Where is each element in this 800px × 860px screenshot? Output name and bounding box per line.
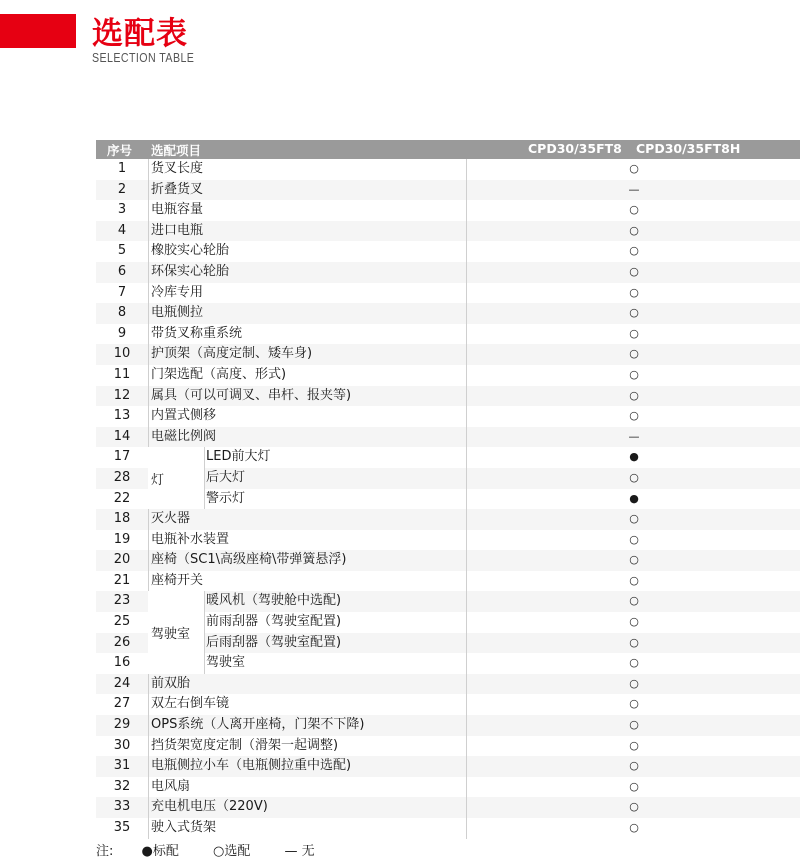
row-value: ○: [466, 159, 800, 180]
row-number: 24: [96, 674, 149, 695]
table-row: [96, 200, 800, 221]
row-item: 电瓶补水装置: [151, 531, 230, 547]
header-red-block: [0, 14, 76, 48]
table-row: [96, 571, 800, 592]
table-row: [96, 736, 800, 757]
row-value: ○: [466, 797, 800, 818]
row-number: 25: [96, 612, 149, 633]
row-value: ○: [466, 468, 800, 489]
row-item: 环保实心轮胎: [151, 263, 230, 279]
table-row: [96, 324, 800, 345]
row-value: —: [466, 180, 800, 201]
rows-section-a: [96, 159, 800, 447]
row-item: 带货叉称重系统: [151, 325, 243, 341]
row-number: 9: [96, 324, 149, 345]
rows-section-b: [96, 509, 800, 591]
row-value: ○: [466, 344, 800, 365]
row-number: 17: [96, 447, 149, 468]
row-number: 7: [96, 283, 149, 304]
note-label: 注:: [96, 844, 114, 859]
row-value: ○: [466, 365, 800, 386]
row-item: 座椅（SC1\高级座椅\带弹簧悬浮): [151, 552, 347, 568]
row-value: ○: [466, 386, 800, 407]
note-standard: ●标配: [141, 844, 179, 859]
row-item: 座椅开关: [151, 572, 204, 588]
row-number: 35: [96, 818, 149, 839]
row-number: 20: [96, 550, 149, 571]
row-value: ○: [466, 283, 800, 304]
table-row: [96, 797, 800, 818]
row-item: 进口电瓶: [151, 222, 204, 238]
page-subtitle: SELECTION TABLE: [92, 50, 195, 65]
row-item: 驶入式货架: [151, 820, 217, 835]
row-item: 双左右倒车镜: [151, 696, 230, 712]
row-number: 31: [96, 756, 149, 777]
row-number: 28: [96, 468, 149, 489]
row-item: 驾驶室: [206, 655, 246, 671]
table-row: [96, 530, 800, 551]
row-value: ○: [466, 571, 800, 592]
row-number: 33: [96, 797, 149, 818]
row-number: 1: [96, 159, 149, 180]
table-row: [96, 386, 800, 407]
row-value: ○: [466, 303, 800, 324]
group-light: [96, 447, 800, 509]
row-number: 19: [96, 530, 149, 551]
table-row: [96, 818, 800, 839]
row-value: ○: [466, 694, 800, 715]
row-number: 12: [96, 386, 149, 407]
selection-table: [96, 140, 800, 839]
row-value: ○: [466, 715, 800, 736]
row-number: 18: [96, 509, 149, 530]
row-item: 前双胎: [151, 675, 191, 691]
page-title: 选配表: [92, 16, 188, 52]
row-item: OPS系统（人离开座椅，门架不下降): [151, 717, 365, 733]
note-optional: ○选配: [213, 844, 251, 859]
table-row: [96, 674, 800, 695]
group-cab: [96, 591, 800, 673]
row-value: ●: [466, 489, 800, 510]
table-row: [96, 180, 800, 201]
header-item: 选配项目: [151, 143, 202, 158]
row-number: 14: [96, 427, 149, 448]
table-row: [96, 303, 800, 324]
row-item: 挡货架宽度定制（滑架一起调整): [151, 737, 339, 753]
table-row: [96, 756, 800, 777]
row-item: 折叠货叉: [151, 181, 204, 197]
row-number: 8: [96, 303, 149, 324]
table-row: [96, 509, 800, 530]
row-item: 货叉长度: [151, 161, 204, 176]
table-row: [96, 550, 800, 571]
row-item: 电瓶侧拉小车（电瓶侧拉重中选配): [151, 758, 352, 774]
table-row: [96, 427, 800, 448]
row-value: ○: [466, 406, 800, 427]
table-row: [96, 694, 800, 715]
row-number: 2: [96, 180, 149, 201]
row-number: 16: [96, 653, 149, 674]
row-value: ○: [466, 736, 800, 757]
row-item: 暖风机（驾驶舱中选配): [206, 593, 342, 609]
row-value: ○: [466, 591, 800, 612]
row-value: ●: [466, 447, 800, 468]
row-item: 内置式侧移: [151, 408, 217, 424]
row-value: ○: [466, 530, 800, 551]
row-value: ○: [466, 818, 800, 839]
row-value: ○: [466, 633, 800, 654]
row-number: 3: [96, 200, 149, 221]
row-number: 6: [96, 262, 149, 283]
row-item: LED前大灯: [206, 449, 271, 465]
rows-section-c: [96, 674, 800, 839]
row-number: 30: [96, 736, 149, 757]
row-value: ○: [466, 777, 800, 798]
row-item: 前雨刮器（驾驶室配置): [206, 614, 342, 630]
row-number: 10: [96, 344, 149, 365]
row-value: ○: [466, 509, 800, 530]
table-header: [96, 140, 800, 159]
row-value: ○: [466, 221, 800, 242]
row-number: 4: [96, 221, 149, 242]
row-number: 27: [96, 694, 149, 715]
row-item: 冷库专用: [151, 284, 204, 300]
table-row: [96, 406, 800, 427]
row-item: 后大灯: [206, 469, 246, 485]
header-no: 序号: [107, 143, 133, 158]
row-value: ○: [466, 550, 800, 571]
row-item: 护顶架（高度定制、矮车身): [151, 346, 313, 362]
row-number: 22: [96, 489, 149, 510]
row-item: 后雨刮器（驾驶室配置): [206, 634, 342, 650]
row-number: 26: [96, 633, 149, 654]
row-item: 灭火器: [151, 511, 191, 527]
row-item: 电磁比例阀: [151, 428, 217, 444]
legend-note: [96, 840, 319, 859]
row-number: 11: [96, 365, 149, 386]
row-number: 13: [96, 406, 149, 427]
table-row: [96, 365, 800, 386]
row-value: ○: [466, 653, 800, 674]
row-number: 21: [96, 571, 149, 592]
row-number: 29: [96, 715, 149, 736]
row-item: 属具（可以可调叉、串杆、报夹等): [151, 387, 352, 403]
row-value: ○: [466, 241, 800, 262]
row-item: 门架选配（高度、形式): [151, 366, 287, 382]
row-value: ○: [466, 612, 800, 633]
row-item: 警示灯: [206, 490, 246, 506]
group-light-name: 灯: [148, 447, 205, 509]
row-item: 电风扇: [151, 778, 191, 794]
row-value: ○: [466, 262, 800, 283]
row-value: ○: [466, 324, 800, 345]
table-row: [96, 241, 800, 262]
table-row: [96, 344, 800, 365]
group-cab-name: 驾驶室: [148, 591, 205, 673]
row-value: ○: [466, 756, 800, 777]
table-row: [96, 262, 800, 283]
table-row: [96, 159, 800, 180]
row-item: 电瓶侧拉: [151, 305, 204, 321]
row-value: ○: [466, 200, 800, 221]
table-row: [96, 221, 800, 242]
row-item: 充电机电压（220V): [151, 799, 268, 815]
row-number: 23: [96, 591, 149, 612]
table-row: [96, 715, 800, 736]
row-value: ○: [466, 674, 800, 695]
table-row: [96, 283, 800, 304]
row-value: —: [466, 427, 800, 448]
note-none: — 无: [284, 844, 315, 859]
row-number: 32: [96, 777, 149, 798]
row-item: 电瓶容量: [151, 202, 204, 218]
header-model2: CPD30/35FT8H: [636, 141, 741, 156]
row-number: 5: [96, 241, 149, 262]
row-item: 橡胶实心轮胎: [151, 243, 230, 259]
header-model1: CPD30/35FT8: [528, 141, 622, 156]
table-row: [96, 777, 800, 798]
